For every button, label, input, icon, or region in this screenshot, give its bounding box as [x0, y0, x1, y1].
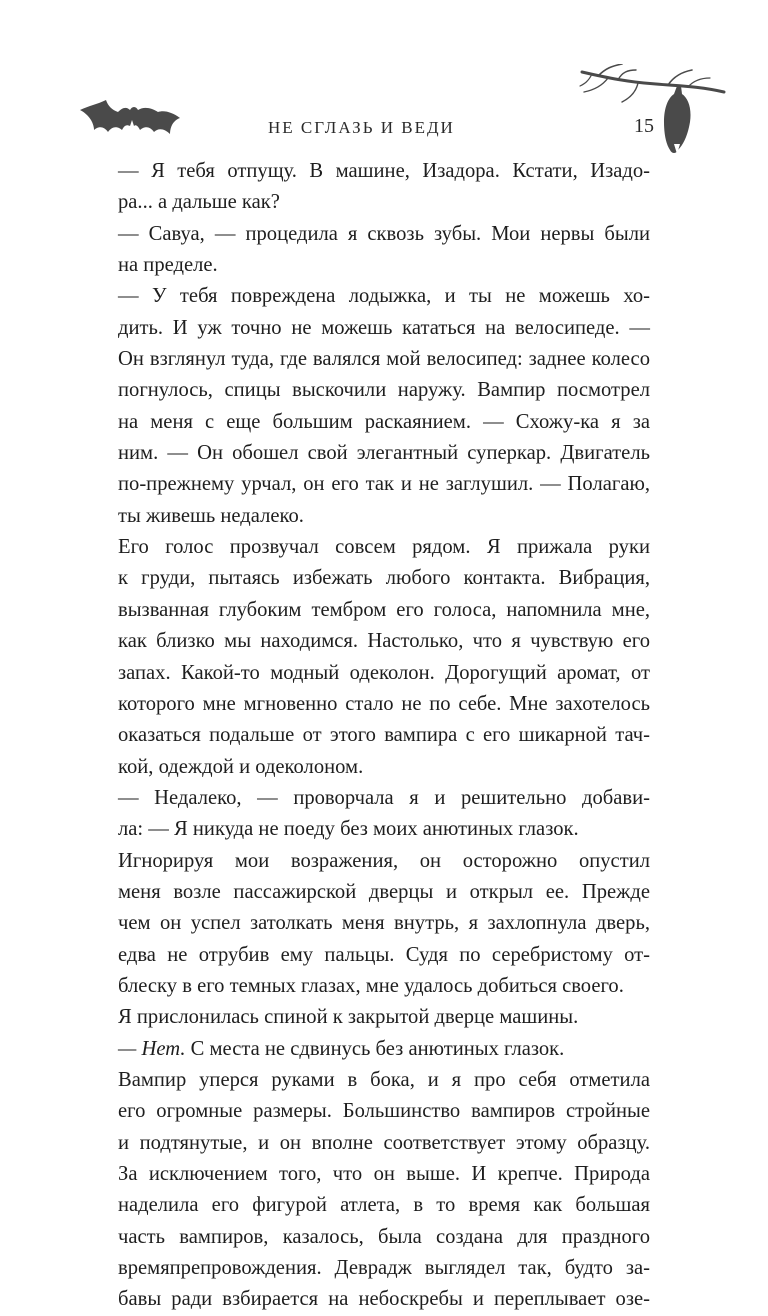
text-line: ра... а дальше как?: [118, 191, 280, 214]
branch-bat-icon: [578, 64, 728, 164]
text-line: дить. И уж точно не можешь кататься на велосипеде. —: [118, 316, 650, 339]
text-line: оказаться подальше от этого вампира с его шикарной тач-: [118, 724, 650, 747]
text-line: запах. Какой-то модный одеколон. Дорогущий аромат, от: [118, 661, 650, 684]
text-line: кой, одеждой и одеколоном.: [118, 755, 364, 778]
text-line: — Я тебя отпущу. В машине, Изадора. Кстати, Изадо-: [118, 160, 650, 182]
text-line: часть вампиров, казалось, была создана для праздного: [118, 1225, 650, 1248]
text-line: как близко мы находимся. Настолько, что я чувствую его: [118, 630, 650, 653]
text-line: — Недалеко, — проворчала я и решительно добави-: [118, 786, 650, 809]
text-line: блеску в его темных глазах, мне удалось добиться своего.: [118, 974, 624, 997]
text-line: погнулось, спицы выскочили наружу. Вампир посмотрел: [118, 379, 650, 402]
text-line: его огромные размеры. Большинство вампиров стройные: [118, 1100, 650, 1123]
text-line: — У тебя повреждена лодыжка, и ты не можешь хо-: [118, 285, 650, 308]
text-line: чем он успел затолкать меня внутрь, я захлопнула дверь,: [118, 912, 650, 935]
text-line: на пределе.: [118, 254, 218, 277]
bat-icon: [78, 96, 182, 142]
text-line: — Савуа, — процедила я сквозь зубы. Мои нервы были: [118, 222, 650, 245]
text-line: и подтянутые, и он вполне соответствует этому образцу.: [118, 1131, 650, 1154]
text-line: которого мне мгновенно стало не по себе. Мне захотелось: [118, 692, 650, 715]
page-number: 15: [634, 115, 654, 137]
running-title: НЕ СГЛАЗЬ И ВЕДИ: [268, 118, 455, 137]
text-line: За исключением того, что он выше. И крепче. Природа: [118, 1163, 650, 1185]
text-line: ла: — Я никуда не поеду без моих анютиных глазок.: [118, 818, 579, 841]
text-line: едва не отрубив ему пальцы. Судя по серебристому от-: [118, 943, 650, 966]
body-text: [118, 156, 650, 1316]
text-line: Он взглянул туда, где валялся мой велосипед: заднее колесо: [118, 348, 650, 371]
text-line: Вампир уперся руками в бока, и я про себя отметила: [118, 1068, 650, 1091]
text-line: бавы ради взбирается на небоскребы и переплывает озе-: [118, 1288, 650, 1311]
text-line-italic-start: [118, 1034, 650, 1065]
text-line: на меня с еще большим раскаянием. — Схожу-ка я за: [118, 410, 650, 433]
text-line: по-прежнему урчал, он его так и не заглушил. — Полагаю,: [118, 473, 650, 496]
text-line: меня возле пассажирской дверцы и открыл ее. Прежде: [118, 880, 650, 903]
text-line: вызванная глубоким тембром его голоса, напомнила мне,: [118, 598, 650, 621]
text-line: времяпрепровождения. Деврадж выглядел так, будто за-: [118, 1257, 650, 1280]
text-line: ты живешь недалеко.: [118, 504, 304, 527]
text-line: Игнорируя мои возражения, он осторожно опустил: [118, 849, 650, 872]
text-line: ним. — Он обошел свой элегантный суперкар. Двигатель: [118, 442, 650, 465]
text-line-rest: С места не сдвинусь без анютиных глазок.: [190, 1037, 565, 1060]
italic-word: — Нет.: [118, 1037, 186, 1060]
text-line: Его голос прозвучал совсем рядом. Я прижала руки: [118, 536, 650, 559]
text-line: наделила его фигурой атлета, в то время как большая: [118, 1194, 650, 1217]
text-line: к груди, пытаясь избежать любого контакта. Вибрация,: [118, 567, 650, 590]
text-line: Я прислонилась спиной к закрытой дверце машины.: [118, 1006, 579, 1029]
